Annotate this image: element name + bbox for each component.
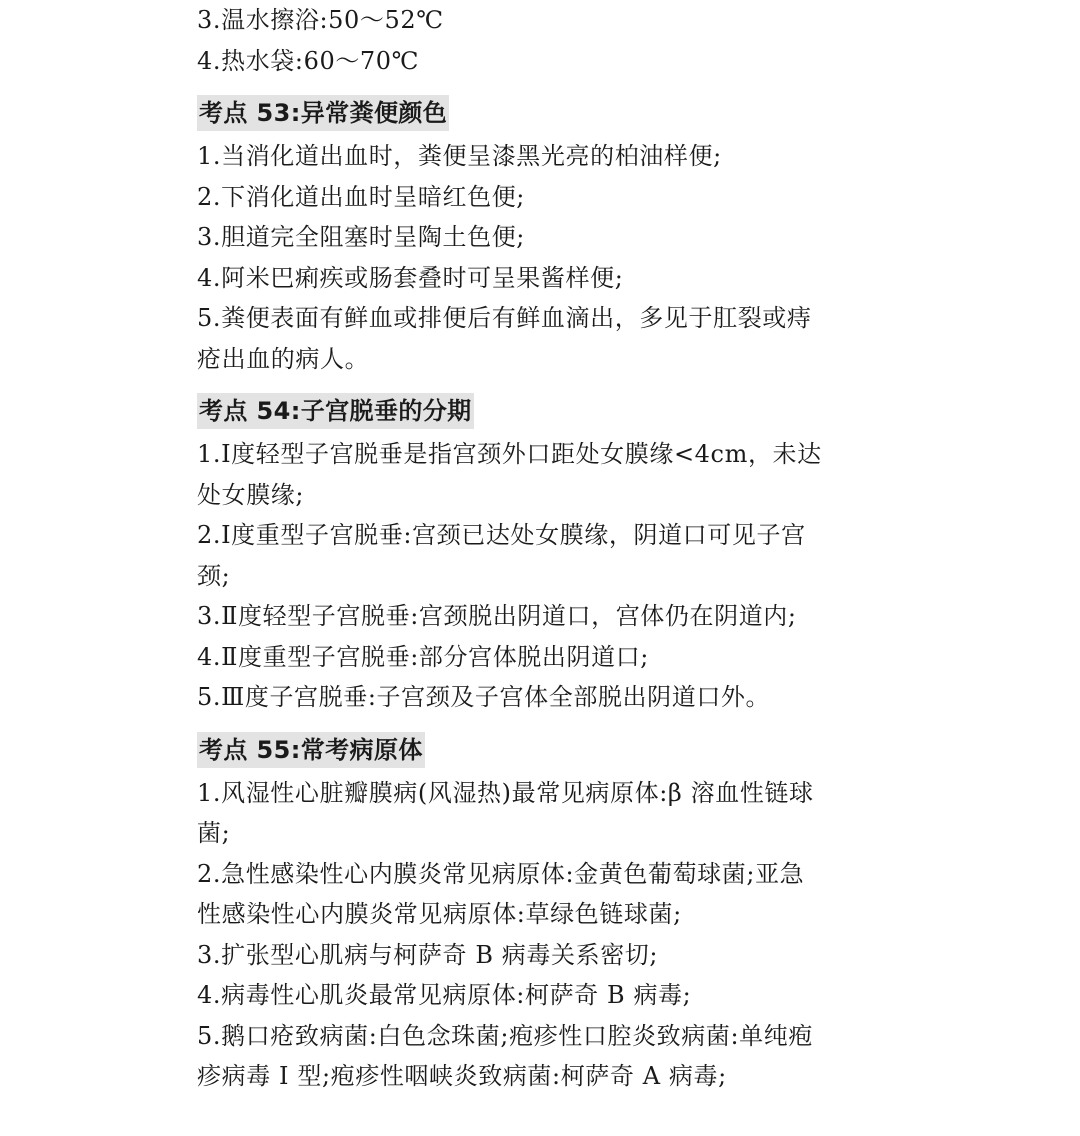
section-heading-row [197,730,887,770]
section-55 [197,730,887,1097]
text-line: 3.胆道完全阻塞时呈陶土色便; [197,223,525,251]
text-line: 2.Ⅰ度重型子宫脱垂:宫颈已达处女膜缘，阴道口可见子宫 [197,521,806,549]
text-line: 3.扩张型心肌病与柯萨奇 B 病毒关系密切; [197,940,659,969]
section-heading: 考点 53:异常粪便颜色 [197,95,449,131]
text-line: 5.Ⅲ度子宫脱垂:子宫颈及子宫体全部脱出阴道口外。 [197,683,771,711]
section-heading: 考点 54:子宫脱垂的分期 [197,393,474,429]
text-line: 1.当消化道出血时，粪便呈漆黑光亮的柏油样便; [197,142,722,170]
text-line: 疹病毒 I 型;疱疹性咽峡炎致病菌:柯萨奇 A 病毒; [197,1062,727,1090]
section-heading-row [197,93,887,133]
text-line: 4.病毒性心肌炎最常见病原体:柯萨奇 B 病毒; [197,981,692,1009]
section-53 [197,93,887,379]
section-heading: 考点 55:常考病原体 [197,732,425,768]
text-line: 2.急性感染性心内膜炎常见病原体:金黄色葡萄球菌;亚急 [197,859,805,888]
text-line: 2.下消化道出血时呈暗红色便; [197,182,525,211]
text-line: 菌; [197,819,231,847]
text-line: 5.粪便表面有鲜血或排便后有鲜血滴出，多见于肛裂或痔 [197,304,812,332]
text-line: 4.阿米巴痢疾或肠套叠时可呈果酱样便; [197,263,624,292]
text-line: 4.Ⅱ度重型子宫脱垂:部分宫体脱出阴道口; [197,642,649,671]
text-line: 疮出血的病人。 [197,344,370,373]
text-line: 颈; [197,561,231,590]
text-line: 3.温水擦浴:50～52℃ [197,6,444,34]
document-page [197,0,887,1097]
text-line: 5.鹅口疮致病菌:白色念珠菌;疱疹性口腔炎致病菌:单纯疱 [197,1021,813,1050]
text-line: 3.Ⅱ度轻型子宫脱垂:宫颈脱出阴道口，宫体仍在阴道内; [197,602,797,630]
text-line: 性感染性心内膜炎常见病原体:草绿色链球菌; [197,900,682,928]
text-line: 处女膜缘; [197,480,305,509]
text-line: 4.热水袋:60～70℃ [197,46,420,75]
section-heading-row [197,391,887,431]
text-line: 1.Ⅰ度轻型子宫脱垂是指宫颈外口距处女膜缘<4cm，未达 [197,440,822,468]
section-54 [197,391,887,718]
text-line: 1.风湿性心脏瓣膜病(风湿热)最常见病原体:β 溶血性链球 [197,778,814,807]
intro-block [197,0,887,81]
